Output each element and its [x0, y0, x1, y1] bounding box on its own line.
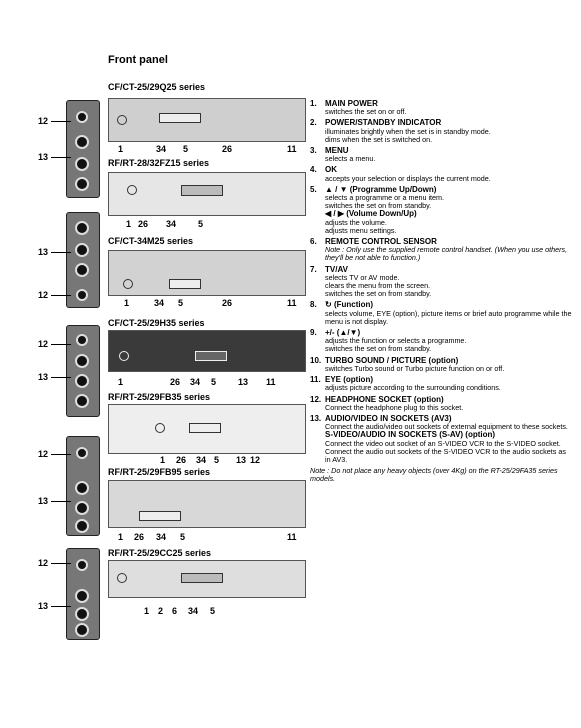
power-button [117, 115, 127, 125]
side-label: 13 [38, 601, 49, 611]
power-button [123, 279, 133, 289]
page-title: Front panel [108, 54, 168, 66]
headphone-jack [76, 559, 88, 571]
callout: 1 [144, 606, 150, 616]
callout: 1 [118, 532, 124, 542]
leader-line [51, 454, 71, 455]
callout: 12 [250, 455, 261, 465]
callout: 26 [170, 377, 181, 387]
av-jack [75, 157, 89, 171]
list-item: 4. OK accepts your selection or displays the current mode. [310, 165, 491, 183]
av-jack [75, 135, 89, 149]
callout: 5 [211, 377, 217, 387]
callout: 34 [156, 144, 167, 154]
list-item: 2. POWER/STANDBY INDICATOR illuminates brightly when the set is in standby mode. dims when the set is switched on. [310, 118, 491, 144]
callout: 34 [188, 606, 199, 616]
leader-line [51, 295, 71, 296]
callout: 26 [134, 532, 145, 542]
list-item: 5. ▲ / ▼ (Programme Up/Down) selects a programme or a menu item. switches the set on from standby. ◀ / ▶ (Volume Down/Up) adjusts the volume. adjusts menu settings. [310, 184, 445, 235]
series-label: CF/CT-25/29H35 series [108, 318, 205, 328]
list-item: 11. EYE (option) adjusts picture according to the surrounding conditions. [310, 375, 501, 393]
list-item: 3. MENU selects a menu. [310, 146, 376, 164]
callout: 34 [196, 455, 207, 465]
av-jack [75, 607, 89, 621]
side-label: 13 [38, 247, 49, 257]
callout: 1 [118, 377, 124, 387]
front-panel-image [108, 330, 306, 372]
av-jack [75, 394, 89, 408]
front-panel-image [108, 250, 306, 296]
list-item: 8. ↻ (Function) selects volume, EYE (option), picture items or brief auto programme while the menu is not display. [310, 300, 572, 326]
s-video-jack [75, 354, 89, 368]
side-panel-2 [66, 212, 100, 308]
side-panel-3 [66, 325, 100, 417]
callout: 1 [118, 144, 124, 154]
av-jack [75, 589, 89, 603]
leader-line [51, 121, 71, 122]
callout: 26 [138, 219, 149, 229]
series-label: RF/RT-28/32FZ15 series [108, 158, 210, 168]
side-panel-4 [66, 436, 100, 536]
side-panel-5 [66, 548, 100, 640]
series-label: RF/RT-25/29FB35 series [108, 392, 211, 402]
list-item: 13. AUDIO/VIDEO IN SOCKETS (AV3) Connect the audio/video out sockets of external equipment to these sockets. S-VIDEO/AUDIO IN SOCKETS (S-AV) (option) Connect the video out socket of an S-VIDEO VCR to the S-VIDEO socket. Connect the audio out sockets of the S-VIDEO VCR to the audio sockets as in AV3. [310, 413, 568, 464]
leader-line [51, 501, 71, 502]
s-video-jack [75, 221, 89, 235]
button-strip [181, 185, 223, 196]
leader-line [51, 563, 71, 564]
button-strip [159, 113, 201, 123]
power-button [155, 423, 165, 433]
av-jack [75, 374, 89, 388]
av-jack [75, 243, 89, 257]
button-strip [195, 351, 227, 361]
av-jack [75, 623, 89, 637]
callout: 1 [124, 298, 130, 308]
callout: 5 [210, 606, 216, 616]
power-button [127, 185, 137, 195]
callout: 34 [154, 298, 165, 308]
power-button [119, 351, 129, 361]
callout: 11 [266, 377, 276, 387]
callout: 26 [176, 455, 187, 465]
callout: 26 [222, 298, 233, 308]
av-jack [75, 481, 89, 495]
leader-line [51, 252, 71, 253]
front-panel-image [108, 404, 306, 454]
callout: 13 [238, 377, 249, 387]
leader-line [51, 157, 71, 158]
series-label: RF/RT-25/29CC25 series [108, 548, 212, 558]
callout: 6 [172, 606, 178, 616]
list-item: 9. +/- (▲/▼) adjusts the function or selects a programme. switches the set on from standby. [310, 328, 467, 354]
leader-line [51, 344, 71, 345]
side-label: 13 [38, 152, 49, 162]
av-jack [75, 263, 89, 277]
callout: 26 [222, 144, 233, 154]
list-item: 12. HEADPHONE SOCKET (option) Connect the headphone plug to this socket. [310, 394, 464, 412]
list-item: 10. TURBO SOUND / PICTURE (option) switches Turbo sound or Turbo picture function on or off. [310, 355, 505, 373]
front-panel-image [108, 480, 306, 528]
front-panel-image [108, 560, 306, 598]
front-panel-image [108, 172, 306, 216]
av-jack [75, 519, 89, 533]
callout: 5 [214, 455, 220, 465]
headphone-jack [76, 447, 88, 459]
av-jack [75, 501, 89, 515]
callout: 11 [287, 144, 297, 154]
leader-line [51, 377, 71, 378]
callout: 5 [198, 219, 204, 229]
callout: 2 [158, 606, 164, 616]
side-label: 12 [38, 339, 49, 349]
side-panel-1 [66, 100, 100, 198]
function-icon: ↻ [325, 300, 334, 310]
callout: 5 [178, 298, 184, 308]
side-label: 13 [38, 496, 49, 506]
series-label: RF/RT-25/29FB95 series [108, 467, 211, 477]
button-strip [181, 573, 223, 583]
callout: 34 [166, 219, 177, 229]
side-label: 12 [38, 558, 49, 568]
button-strip [169, 279, 201, 289]
side-label: 12 [38, 290, 49, 300]
leader-line [51, 606, 71, 607]
av-jack [75, 177, 89, 191]
callout: 5 [183, 144, 189, 154]
callout: 11 [287, 298, 297, 308]
button-strip [139, 511, 181, 521]
callout: 11 [287, 532, 297, 542]
series-label: CF/CT-25/29Q25 series [108, 82, 206, 92]
side-label: 13 [38, 372, 49, 382]
feature-list [310, 100, 572, 484]
headphone-jack [76, 111, 88, 123]
headphone-jack [76, 334, 88, 346]
button-strip [189, 423, 221, 433]
headphone-jack [76, 289, 88, 301]
side-label: 12 [38, 116, 49, 126]
power-button [117, 573, 127, 583]
list-item: 6. REMOTE CONTROL SENSOR Note : Only use the supplied remote control handset. (When you use others, they'll be not able to function.) [310, 237, 568, 263]
callout: 1 [160, 455, 166, 465]
series-label: CF/CT-34M25 series [108, 236, 194, 246]
list-item: 7. TV/AV selects TV or AV mode. clears the menu from the screen. switches the set on from standby. [310, 264, 432, 299]
callout: 5 [180, 532, 186, 542]
front-panel-image [108, 98, 306, 142]
side-label: 12 [38, 449, 49, 459]
callout: 34 [156, 532, 167, 542]
callout: 34 [190, 377, 201, 387]
note: Note : Do not place any heavy objects (over 4Kg) on the RT-25/29FA35 series models. [310, 466, 558, 484]
callout: 1 [126, 219, 132, 229]
list-item: 1. MAIN POWER switches the set on or off. [310, 99, 407, 117]
callout: 13 [236, 455, 247, 465]
